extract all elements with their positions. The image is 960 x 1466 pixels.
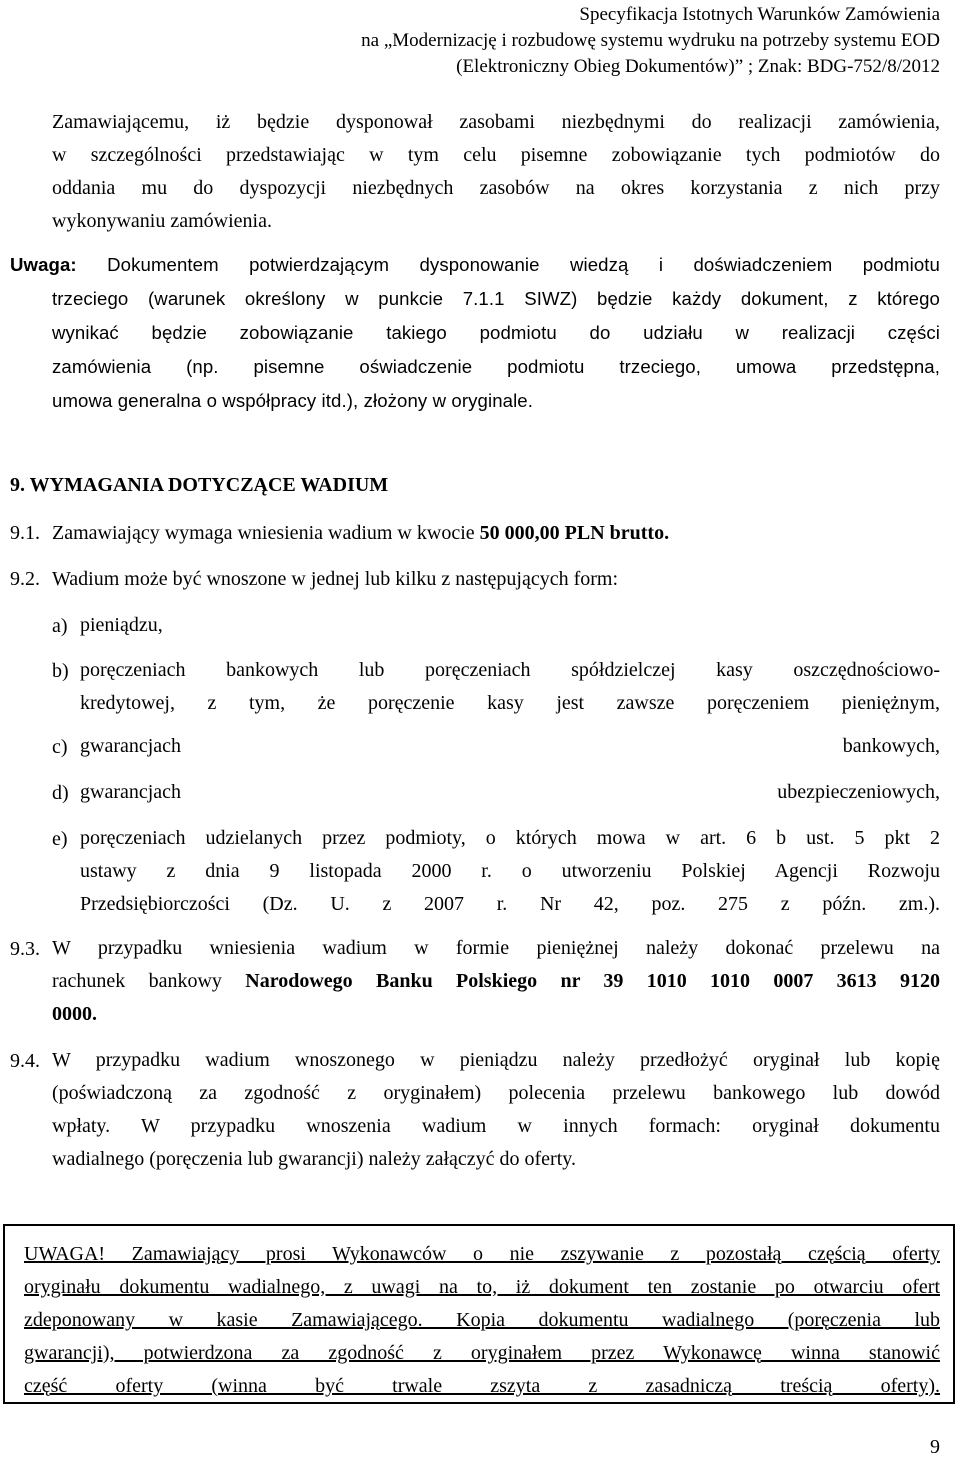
list-item-label: c) (52, 736, 68, 758)
clause-text: (poświadczoną za zgodność z oryginałem) polecenia przelewu bankowego lub dowód (52, 1082, 940, 1104)
list-item: Przedsiębiorczości (Dz. U. z 2007 r. Nr 42, poz. 275 z późn. zm.). (80, 893, 940, 915)
clause-text: Wadium może być wnoszone w jednej lub kilku z następujących form: (52, 568, 619, 590)
clause-text: wadialnego (poręczenia lub gwarancji) należy załączyć do oferty. (52, 1148, 576, 1170)
warning-line: część oferty (winna być trwale zszyta z zasadniczą treścią oferty). (24, 1375, 940, 1397)
intro-line: Zamawiającemu, iż będzie dysponował zasobami niezbędnymi do realizacji zamówienia, (52, 111, 940, 133)
warning-line: oryginału dokumentu wadialnego, z uwagi na to, iż dokument ten zostanie po otwarciu ofert (24, 1276, 940, 1298)
intro-line: wykonywaniu zamówienia. (52, 210, 272, 232)
intro-line: w szczególności przedstawiając w tym celu pisemne zobowiązanie tych podmiotów do (52, 144, 940, 166)
list-item-label: a) (52, 615, 68, 637)
list-item: poręczeniach udzielanych przez podmioty, o których mowa w art. 6 b ust. 5 pkt 2 (80, 827, 940, 849)
clause-number: 9.1. (10, 522, 40, 544)
note-line: umowa generalna o współpracy itd.), złożony w oryginale. (52, 390, 534, 411)
header-line-3: (Elektroniczny Obieg Dokumentów)” ; Znak: BDG-752/8/2012 (456, 56, 940, 77)
clause-text: W przypadku wadium wnoszonego w pieniądzu należy przedłożyć oryginał lub kopię (52, 1049, 940, 1071)
list-item: poręczeniach bankowych lub poręczeniach spółdzielczej kasy oszczędnościowo- (80, 659, 940, 681)
list-item-label: b) (52, 660, 69, 682)
clause-text: rachunek bankowy Narodowego Banku Polskiego nr 39 1010 1010 0007 3613 9120 (52, 970, 940, 992)
clause-text: 0000. (52, 1003, 97, 1025)
list-item: gwarancjach bankowych, (80, 735, 940, 757)
note-line: trzeciego (warunek określony w punkcie 7.1.1 SIWZ) będzie każdy dokument, z którego (52, 288, 940, 309)
document-header (361, 2, 940, 80)
clause-text: W przypadku wniesienia wadium w formie pieniężnej należy dokonać przelewu na (52, 937, 940, 959)
list-item-label: d) (52, 782, 69, 804)
list-item: gwarancjach ubezpieczeniowych, (80, 781, 940, 803)
clause-number: 9.4. (10, 1050, 40, 1072)
clause-text: Zamawiający wymaga wniesienia wadium w kwocie 50 000,00 PLN brutto. (52, 522, 670, 544)
intro-line: oddania mu do dyspozycji niezbędnych zasobów na okres korzystania z nich przy (52, 177, 940, 199)
note-line: Uwaga: Dokumentem potwierdzającym dysponowanie wiedzą i doświadczeniem podmiotu (10, 254, 940, 275)
note-label: Uwaga: (10, 254, 77, 275)
clause-number: 9.3. (10, 938, 40, 960)
list-item: ustawy z dnia 9 listopada 2000 r. o utworzeniu Polskiej Agencji Rozwoju (80, 860, 940, 882)
header-line-2: na „Modernizację i rozbudowę systemu wydruku na potrzeby systemu EOD (361, 30, 940, 51)
section-title: 9. WYMAGANIA DOTYCZĄCE WADIUM (10, 474, 389, 496)
warning-line: UWAGA! Zamawiający prosi Wykonawców o nie zszywanie z pozostałą częścią oferty (24, 1243, 940, 1265)
header-line-1: Specyfikacja Istotnych Warunków Zamówienia (579, 4, 940, 25)
clause-number: 9.2. (10, 568, 40, 590)
wadium-amount: 50 000,00 PLN brutto. (479, 522, 670, 544)
list-item: kredytowej, z tym, że poręczenie kasy jest zawsze poręczeniem pieniężnym, (80, 692, 940, 714)
list-item: pieniądzu, (80, 614, 163, 636)
warning-line: gwarancji), potwierdzona za zgodność z oryginałem przez Wykonawcę winna stanowić (24, 1342, 940, 1364)
warning-line: zdeponowany w kasie Zamawiającego. Kopia dokumentu wadialnego (poręczenia lub (24, 1309, 940, 1331)
page-number: 9 (930, 1436, 940, 1458)
clause-text: wpłaty. W przypadku wnoszenia wadium w innych formach: oryginał dokumentu (52, 1115, 940, 1137)
note-line: zamówienia (np. pisemne oświadczenie podmiotu trzeciego, umowa przedstępna, (52, 356, 940, 377)
bank-account: Narodowego Banku Polskiego nr 39 1010 1010 0007 3613 9120 (245, 970, 940, 992)
note-line: wynikać będzie zobowiązanie takiego podmiotu do udziału w realizacji części (52, 322, 940, 343)
list-item-label: e) (52, 828, 68, 850)
